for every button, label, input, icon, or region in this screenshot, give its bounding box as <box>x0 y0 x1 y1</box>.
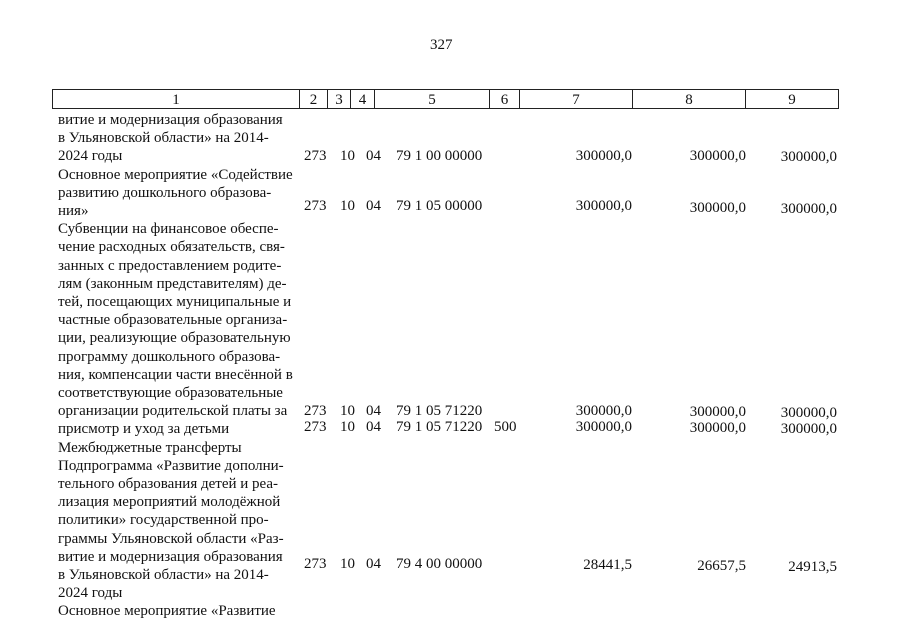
cell-col-3: 10 <box>340 148 355 164</box>
desc-line: программу дошкольного образова- <box>58 348 281 365</box>
description-column <box>58 111 298 621</box>
cell-col-7: 300000,0 <box>575 198 632 214</box>
cell-col-3: 10 <box>340 403 355 419</box>
desc-line: занных с предоставлением родите- <box>58 257 282 274</box>
header-col-4: 4 <box>351 90 375 108</box>
cell-col-9: 300000,0 <box>780 201 837 217</box>
desc-line: Субвенции на финансовое обеспе- <box>58 221 279 238</box>
desc-line: чение расходных обязательств, свя- <box>58 239 285 256</box>
header-col-8: 8 <box>633 90 746 108</box>
desc-line: лизация мероприятий молодёжной <box>58 494 281 511</box>
cell-col-8: 300000,0 <box>689 404 746 420</box>
desc-line: витие и модернизация образования <box>58 112 283 128</box>
table-header <box>52 89 839 109</box>
desc-line: Подпрограмма «Развитие дополни- <box>58 457 284 474</box>
desc-line: граммы Ульяновской области «Раз- <box>58 530 284 547</box>
cell-col-8: 26657,5 <box>697 558 746 574</box>
desc-line: частные образовательные организа- <box>58 312 288 329</box>
cell-col-9: 300000,0 <box>780 405 837 421</box>
cell-col-5: 79 1 05 00000 <box>396 198 483 214</box>
cell-col-7: 300000,0 <box>575 148 632 164</box>
desc-line: ния» <box>58 203 89 220</box>
page-number: 327 <box>430 37 453 53</box>
header-col-1: 1 <box>53 90 300 108</box>
desc-line: Межбюджетные трансферты <box>58 439 242 456</box>
cell-col-7: 300000,0 <box>575 403 632 419</box>
desc-line: развитию дошкольного образова- <box>58 184 272 201</box>
cell-col-2: 273 <box>304 148 327 164</box>
cell-col-2: 273 <box>304 403 327 419</box>
cell-col-4: 04 <box>366 419 381 435</box>
desc-line: присмотр и уход за детьми <box>58 421 230 438</box>
cell-col-3: 10 <box>340 198 355 214</box>
cell-col-5: 79 4 00 00000 <box>396 556 483 572</box>
cell-col-8: 300000,0 <box>689 148 746 164</box>
cell-col-9: 24913,5 <box>788 559 837 575</box>
header-col-6: 6 <box>490 90 520 108</box>
desc-line: тельного образования детей и реа- <box>58 476 279 493</box>
desc-line: ния, компенсации части внесённой в <box>58 366 293 383</box>
desc-line: соответствующие образовательные <box>58 385 283 402</box>
cell-col-3: 10 <box>340 419 355 435</box>
cell-col-8: 300000,0 <box>689 200 746 216</box>
desc-line: 2024 годы <box>58 585 123 602</box>
cell-col-4: 04 <box>366 403 381 419</box>
header-col-2: 2 <box>300 90 328 108</box>
cell-col-4: 04 <box>366 556 381 572</box>
header-col-3: 3 <box>328 90 351 108</box>
desc-line: ции, реализующие образовательную <box>58 330 291 347</box>
cell-col-2: 273 <box>304 198 327 214</box>
header-col-7: 7 <box>520 90 633 108</box>
cell-col-9: 300000,0 <box>780 149 837 165</box>
cell-col-6: 500 <box>494 419 517 435</box>
desc-line: политики» государственной про- <box>58 512 269 529</box>
cell-col-4: 04 <box>366 148 381 164</box>
desc-line: в Ульяновской области» на 2014- <box>58 130 269 147</box>
cell-col-2: 273 <box>304 419 327 435</box>
desc-line: лям (законным представителям) де- <box>58 275 287 292</box>
cell-col-3: 10 <box>340 556 355 572</box>
cell-col-7: 300000,0 <box>575 419 632 435</box>
desc-line: организации родительской платы за <box>58 403 288 420</box>
cell-col-8: 300000,0 <box>689 420 746 436</box>
desc-line: Основное мероприятие «Содействие <box>58 166 293 183</box>
desc-line: 2024 годы <box>58 148 123 165</box>
desc-line: тей, посещающих муниципальные и <box>58 294 292 311</box>
cell-col-2: 273 <box>304 556 327 572</box>
header-col-5: 5 <box>375 90 490 108</box>
desc-line: в Ульяновской области» на 2014- <box>58 567 269 584</box>
cell-col-7: 28441,5 <box>583 557 632 573</box>
desc-line: витие и модернизация образования <box>58 548 283 565</box>
desc-line: Основное мероприятие «Развитие <box>58 603 276 620</box>
cell-col-4: 04 <box>366 198 381 214</box>
cell-col-5: 79 1 05 71220 <box>396 419 483 435</box>
cell-col-5: 79 1 05 71220 <box>396 403 483 419</box>
cell-col-5: 79 1 00 00000 <box>396 148 483 164</box>
header-col-9: 9 <box>788 92 796 108</box>
cell-col-9: 300000,0 <box>780 421 837 437</box>
